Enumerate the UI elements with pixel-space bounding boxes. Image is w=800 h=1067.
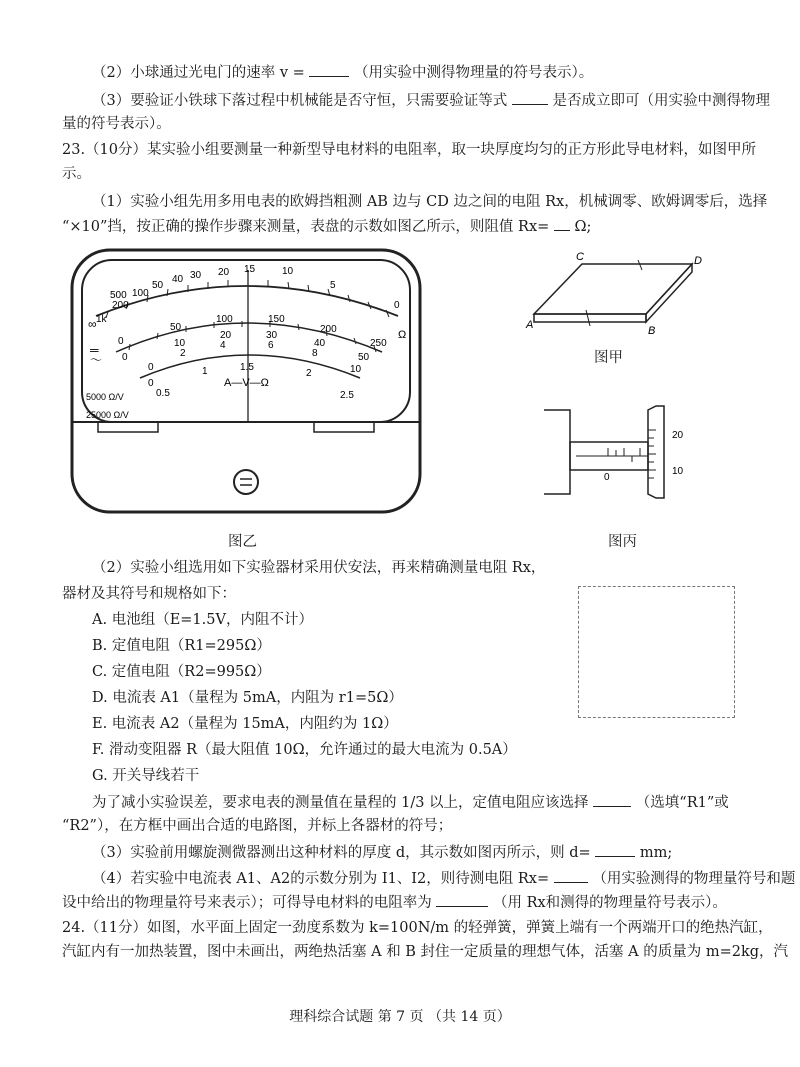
micrometer-figure: [540, 402, 710, 502]
plate-label-c: C: [576, 251, 584, 263]
plate-label-a: A: [526, 319, 534, 331]
multimeter-dial-figure: [68, 246, 424, 516]
low-top-label-2: 2: [180, 348, 186, 359]
q23-part2-line1: （2）实验小组选用如下实验器材采用伏安法，再来精确测量电阻 Rx，: [92, 560, 546, 576]
sleeve-label-0: 0: [604, 472, 610, 483]
low-bottom-label-15: 1.5: [240, 362, 254, 373]
mid-top-label-150: 150: [268, 314, 285, 325]
q22-part3-text: （3）要验证小铁球下落过程中机械能是否守恒，只需要验证等式: [92, 93, 508, 109]
micrometer-frame: [544, 410, 570, 494]
answer-blank[interactable]: [309, 62, 349, 77]
q24-line2: 汽缸内有一加热装置，图中未画出，两绝热活塞 A 和 B 封住一定质量的理想气体，活塞 A 的质量为 m=2kg，汽: [62, 944, 789, 960]
ohm-label-10: 10: [282, 266, 294, 277]
thimble-label-10: 10: [672, 466, 684, 477]
q23-part3: [92, 842, 672, 863]
mid-bottom-label-50: 50: [358, 352, 370, 363]
q23-part2-requirement: [92, 792, 729, 813]
plate-mark-cd: [638, 260, 642, 270]
mid-bottom-label-0: 0: [122, 352, 128, 363]
low-top-label-0: 0: [148, 362, 154, 373]
low-top-label-6: 6: [268, 340, 274, 351]
q23-part2-req-cont: “R2”），在方框中画出合适的电路图，并标上各器材的符号；: [62, 818, 453, 834]
equipment-d: D. 电流表 A1（量程为 5mA，内阻为 r1=5Ω）: [92, 690, 403, 706]
low-top-label-8: 8: [312, 348, 318, 359]
q23-part4-line1: [92, 868, 795, 889]
q23-part2-req-text: 为了减小实验误差，要求电表的测量值在量程的 1/3 以上，定值电阻应该选择: [92, 795, 589, 811]
meter-ac-symbol: ～: [90, 353, 103, 367]
micrometer-thimble: [648, 406, 664, 498]
mid-top-label-100: 100: [216, 314, 233, 325]
q24-line1: 24.（11分）如图，水平面上固定一劲度系数为 k=100N/m 的轻弹簧，弹簧上端有一个两端开口的绝热汽缸，: [62, 920, 773, 936]
sleeve-ticks: [608, 448, 640, 462]
equipment-a: A. 电池组（E=1.5V，内阻不计）: [92, 612, 313, 628]
equipment-c: C. 定值电阻（R2=995Ω）: [92, 664, 271, 680]
low-top-label-10: 10: [350, 364, 362, 375]
ohm-label-5: 5: [330, 280, 336, 291]
mid-top-label-200: 200: [320, 324, 337, 335]
plate-figure: [520, 248, 710, 338]
meter-right-slot: [314, 422, 374, 432]
q22-part3: [92, 90, 770, 111]
thimble-label-20: 20: [672, 430, 684, 441]
equipment-e: E. 电流表 A2（量程为 15mA，内阻约为 1Ω）: [92, 716, 398, 732]
answer-blank[interactable]: [554, 216, 570, 231]
page-footer: 理科综合试题 第 7 页 （共 14 页）: [289, 1009, 511, 1025]
meter-spec-5000: 5000 Ω/V: [86, 392, 124, 402]
q22-part3-suffix: 是否成立即可（用实验中测得物理: [552, 93, 770, 109]
ohm-label-15: 15: [244, 264, 256, 275]
mid-top-label-250: 250: [370, 338, 387, 349]
q23-part1-text: “×10”挡，按正确的操作步骤来测量，表盘的示数如图乙所示，则阻值 Rx=: [62, 219, 550, 235]
ohm-label-1k: 1k: [96, 314, 107, 325]
figure-yi-caption: 图乙: [228, 534, 257, 550]
plate-front-face: [534, 314, 646, 322]
q23-part1-line2: [62, 216, 591, 237]
low-bottom-label-0: 0: [148, 378, 154, 389]
ohm-label-40: 40: [172, 274, 184, 285]
q23-part4-line2-suffix: （用 Rx和测得的物理量符号表示）。: [492, 895, 727, 911]
q23-part1-unit: Ω;: [574, 219, 592, 235]
ohm-label-100: 100: [132, 288, 149, 299]
ohm-label-500: 500: [110, 290, 127, 301]
q23-part4-text: （4）若实验中电流表 A1、A2的示数分别为 I1、I2，则待测电阻 Rx=: [92, 871, 550, 887]
ohm-label-50: 50: [152, 280, 164, 291]
ohm-label-20: 20: [218, 267, 230, 278]
answer-blank[interactable]: [436, 892, 488, 907]
q23-title-cont: 示。: [62, 166, 91, 182]
plate-mark-ab: [586, 310, 590, 326]
low-top-label-4: 4: [220, 340, 226, 351]
ohm-label-30: 30: [190, 270, 202, 281]
mid-top-label-0: 0: [118, 336, 124, 347]
low-bottom-label-2: 2: [306, 368, 312, 379]
equipment-b: B. 定值电阻（R1=295Ω）: [92, 638, 271, 654]
low-bottom-label-1: 1: [202, 366, 208, 377]
answer-blank[interactable]: [595, 842, 635, 857]
meter-dc-symbol: ═: [90, 343, 99, 357]
ohm-label-0: 0: [394, 300, 400, 311]
q22-part3-cont: 量的符号表示）。: [62, 116, 171, 132]
answer-blank[interactable]: [554, 868, 588, 883]
mid-bottom-label-30: 30: [266, 330, 278, 341]
meter-ohm-symbol: Ω: [398, 329, 407, 341]
mid-bottom-label-40: 40: [314, 338, 326, 349]
q23-part4-line2-text: 设中给出的物理量符号来表示）；可得导电材料的电阻率为: [62, 895, 432, 911]
q23-part3-unit: mm;: [639, 845, 673, 861]
low-bottom-label-05: 0.5: [156, 388, 170, 399]
low-bottom-label-25: 2.5: [340, 390, 354, 401]
q23-part4-suffix: （用实验测得的物理量符号和题: [592, 871, 796, 887]
q22-part2-text: （2）小球通过光电门的速率 v =: [92, 65, 305, 81]
circuit-diagram-box[interactable]: [578, 586, 735, 718]
mid-top-label-50: 50: [170, 322, 182, 333]
meter-unit-label: A—V—Ω: [224, 377, 269, 389]
plate-label-b: B: [648, 325, 656, 337]
figure-jia-caption: 图甲: [594, 350, 623, 366]
q23-part3-text: （3）实验前用螺旋测微器测出这种材料的厚度 d，其示数如图丙所示，则 d=: [92, 845, 591, 861]
meter-infinity-symbol: ∞: [88, 317, 97, 331]
q23-part4-line2: [62, 892, 727, 913]
mid-bottom-label-10: 10: [174, 338, 186, 349]
answer-blank[interactable]: [593, 792, 631, 807]
q23-part2-line2: 器材及其符号和规格如下：: [62, 586, 236, 602]
plate-side-face: [646, 264, 692, 322]
equipment-f: F. 滑动变阻器 R（最大阻值 10Ω，允许通过的最大电流为 0.5A）: [92, 742, 517, 758]
mid-bottom-label-20: 20: [220, 330, 232, 341]
ohm-label-200: 200: [112, 300, 129, 311]
meter-face-window: [82, 260, 410, 422]
q22-part2-suffix: （用实验中测得物理量的符号表示）。: [354, 65, 594, 81]
thimble-ticks: [648, 430, 656, 478]
q23-part2-req-suffix: （选填“R1”或: [635, 795, 729, 811]
answer-blank[interactable]: [512, 90, 548, 105]
q22-part2: [92, 62, 593, 83]
meter-left-slot: [98, 422, 158, 432]
figure-bing-caption: 图丙: [608, 534, 637, 550]
plate-label-d: D: [694, 255, 702, 267]
meter-spec-25000: 25000 Ω/V: [86, 410, 129, 420]
zero-adjust-screw: [234, 470, 258, 494]
q23-title: 23.（10分）某实验小组要测量一种新型导电材料的电阻率，取一块厚度均匀的正方形此导电材料，如图甲所: [62, 142, 757, 158]
dc-scale-arc: [116, 323, 382, 352]
q23-part1-line1: （1）实验小组先用多用电表的欧姆挡粗测 AB 边与 CD 边之间的电阻 Rx，机械调零、欧姆调零后，选择: [92, 194, 768, 210]
equipment-g: G. 开关导线若干: [92, 768, 200, 784]
